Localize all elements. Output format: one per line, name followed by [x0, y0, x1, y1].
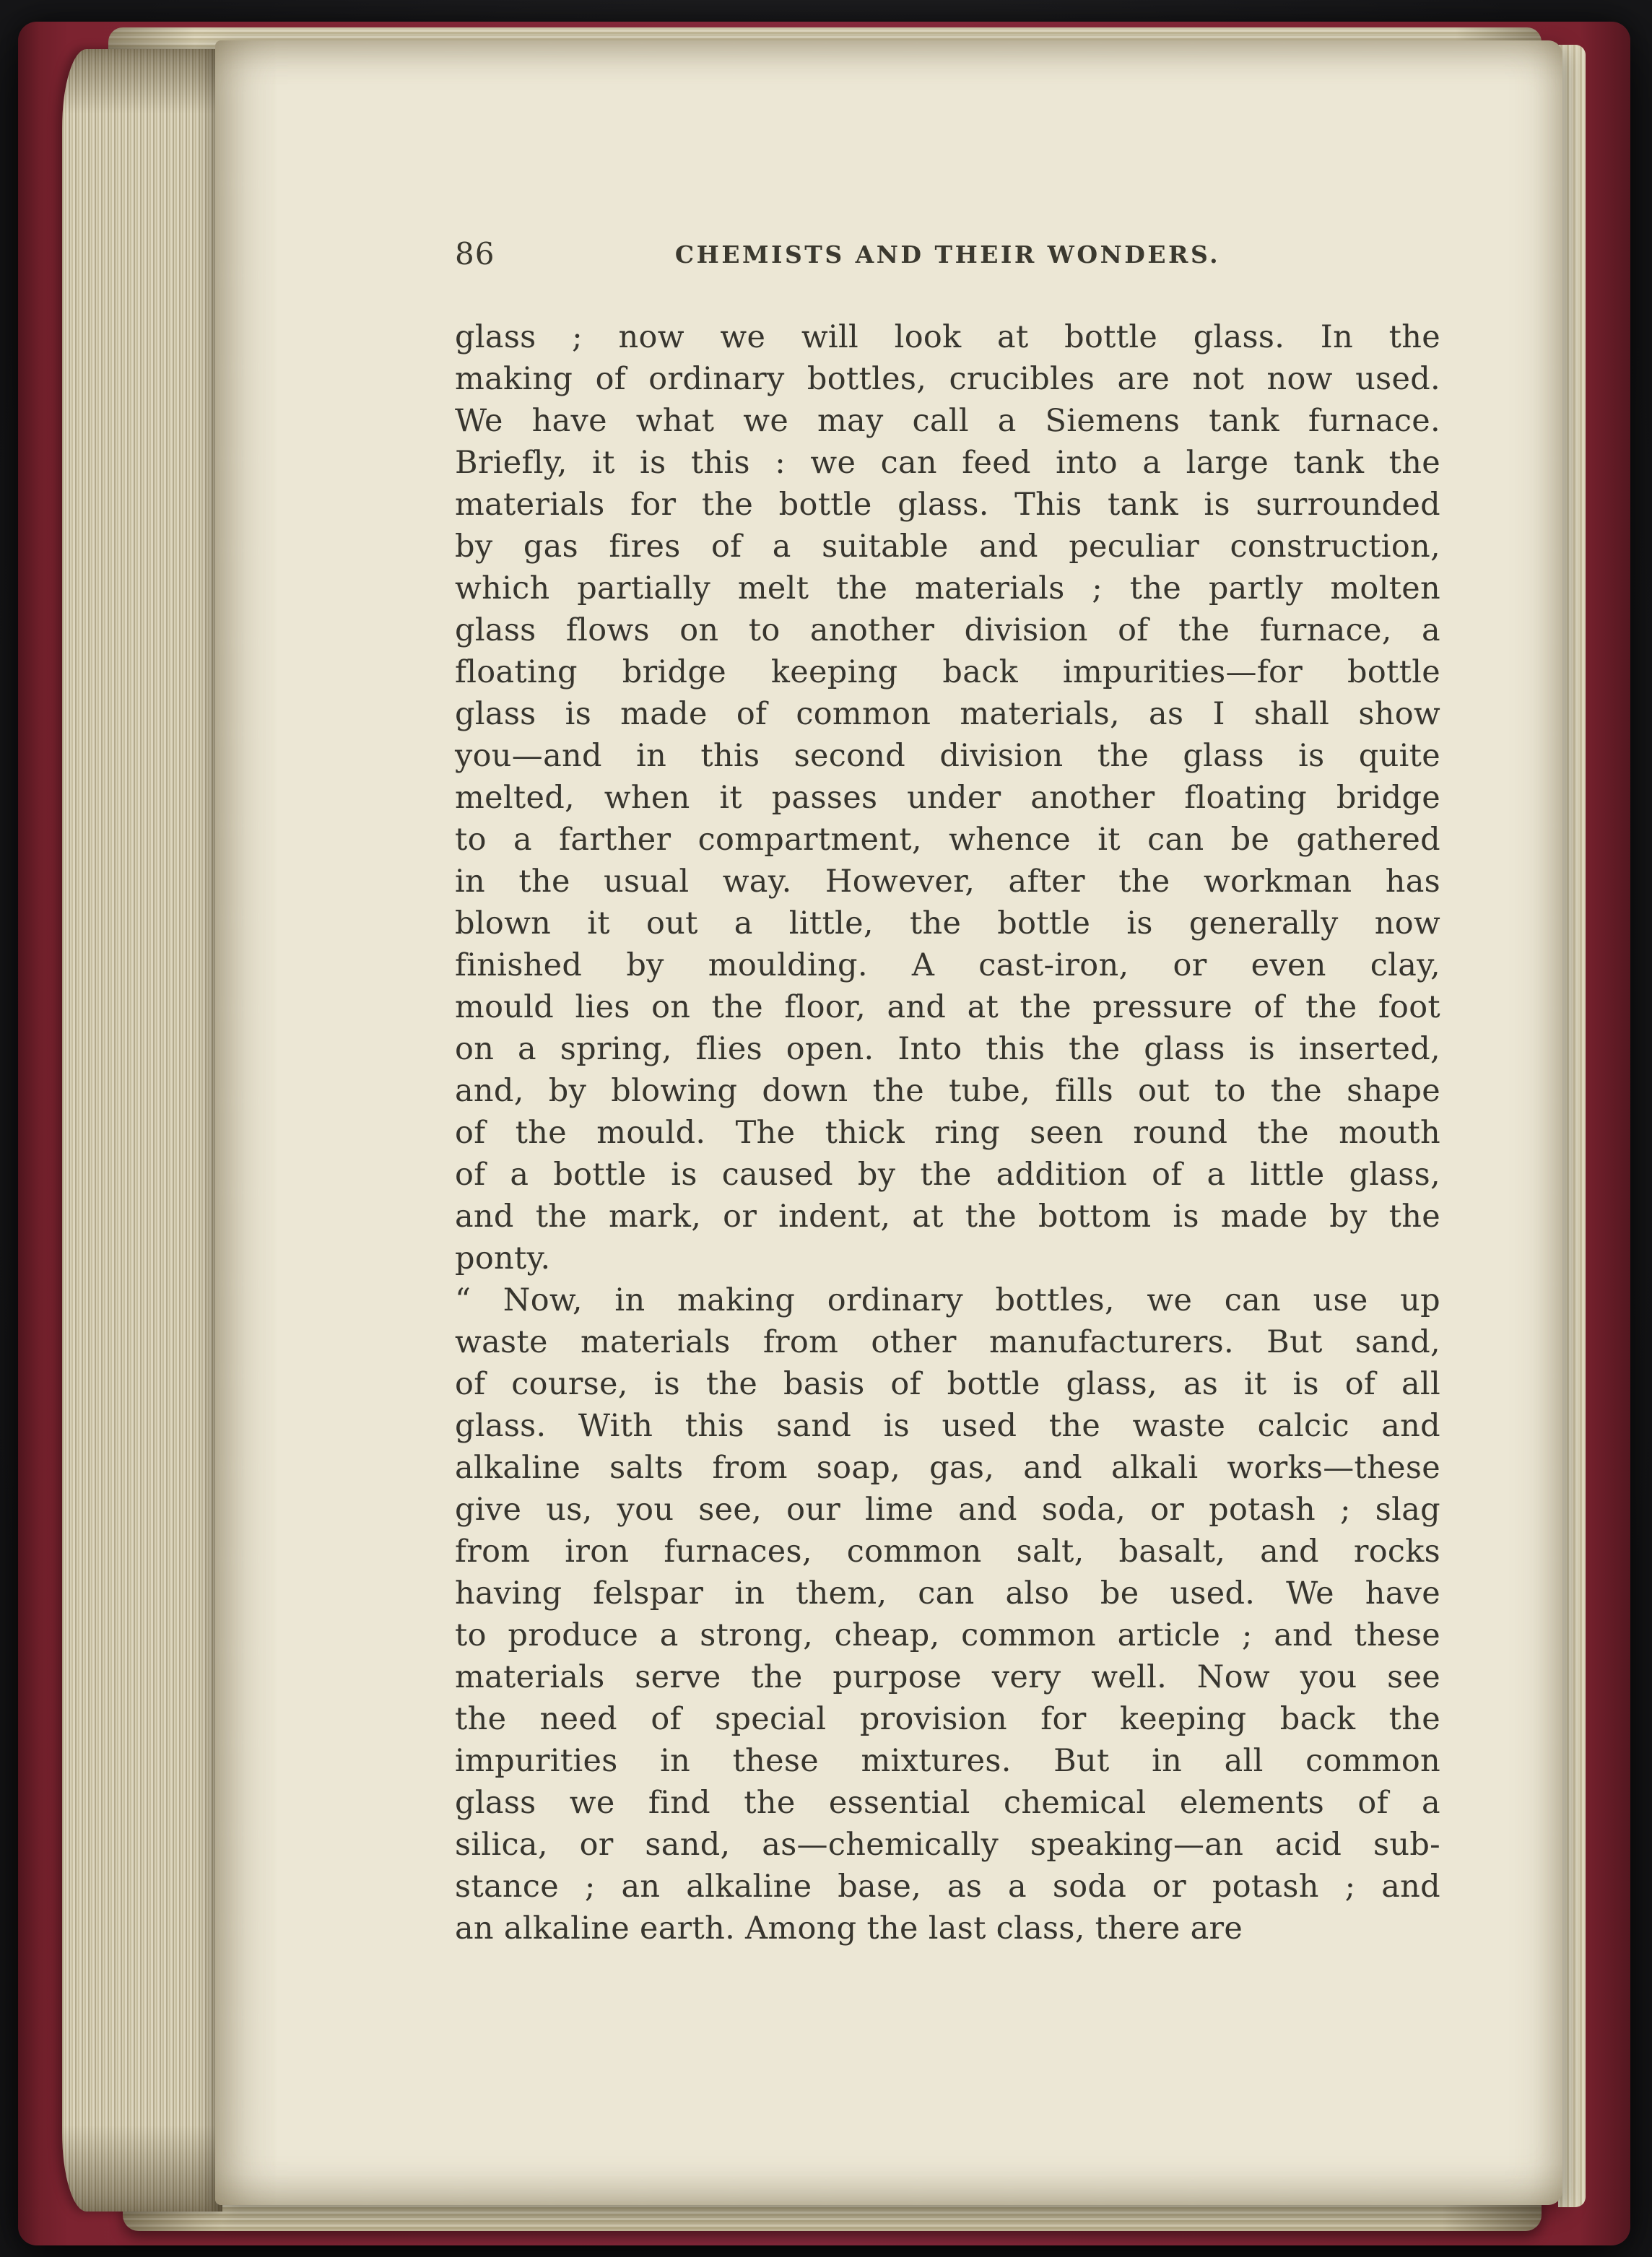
text-line: of course, is the basis of bottle glass, as it is of all [455, 1366, 1440, 1402]
text-line: the need of special provision for keeping back the [455, 1701, 1440, 1737]
text-line: you—and in this second division the glass is quite [455, 738, 1440, 774]
text-line: We have what we may call a Siemens tank furnace. [455, 403, 1440, 439]
text-line: blown it out a little, the bottle is generally now [455, 905, 1440, 941]
text-line: on a spring, flies open. Into this the glass is inserted, [455, 1031, 1440, 1067]
text-line: and the mark, or indent, at the bottom is made by the [455, 1199, 1440, 1235]
text-line: “ Now, in making ordinary bottles, we can use up [455, 1282, 1440, 1318]
text-line: from iron furnaces, common salt, basalt, and rocks [455, 1534, 1440, 1570]
text-line: and, by blowing down the tube, fills out to the shape [455, 1073, 1440, 1109]
running-header: CHEMISTS AND THEIR WONDERS. [674, 240, 1221, 269]
text-line: stance ; an alkaline base, as a soda or potash ; and [455, 1869, 1440, 1905]
text-line: glass. With this sand is used the waste calcic and [455, 1408, 1440, 1444]
paragraph [455, 1279, 1440, 1949]
text-line: materials for the bottle glass. This tank is surrounded [455, 487, 1440, 523]
text-line: making of ordinary bottles, crucibles are not now used. [455, 361, 1440, 397]
text-line: materials serve the purpose very well. Now you see [455, 1659, 1440, 1695]
book-page [215, 40, 1562, 2205]
text-line: having felspar in them, can also be used. We have [455, 1575, 1440, 1612]
text-line: impurities in these mixtures. But in all common [455, 1743, 1440, 1779]
text-line: Briefly, it is this : we can feed into a large tank the [455, 445, 1440, 481]
text-line: melted, when it passes under another floating bridge [455, 780, 1440, 816]
text-line: mould lies on the floor, and at the pressure of the foot [455, 989, 1440, 1025]
text-line: by gas fires of a suitable and peculiar construction, [455, 529, 1440, 565]
text-line: glass we find the essential chemical elements of a [455, 1785, 1440, 1821]
text-line: in the usual way. However, after the workman has [455, 864, 1440, 900]
text-line: which partially melt the materials ; the partly molten [455, 570, 1440, 606]
text-line: glass flows on to another division of the furnace, a [455, 612, 1440, 648]
text-line: glass ; now we will look at bottle glass. In the [455, 319, 1440, 355]
text-line: alkaline salts from soap, gas, and alkali works—these [455, 1450, 1440, 1486]
page-header-row [455, 230, 1440, 274]
text-block [455, 316, 1440, 1949]
text-line: silica, or sand, as—chemically speaking—an acid sub- [455, 1827, 1440, 1863]
text-line: waste materials from other manufacturers. But sand, [455, 1324, 1440, 1360]
text-line: floating bridge keeping back impurities—for bottle [455, 654, 1440, 690]
text-line: glass is made of common materials, as I shall show [455, 696, 1440, 732]
text-line: give us, you see, our lime and soda, or potash ; slag [455, 1492, 1440, 1528]
page-number: 86 [455, 236, 495, 271]
text-line: of the mould. The thick ring seen round the mouth [455, 1115, 1440, 1151]
page-stack-left [62, 49, 222, 2212]
text-line: of a bottle is caused by the addition of a little glass, [455, 1157, 1440, 1193]
paragraph [455, 316, 1440, 1279]
text-line: finished by moulding. A cast-iron, or even clay, [455, 947, 1440, 983]
text-line: to produce a strong, cheap, common article ; and these [455, 1617, 1440, 1653]
text-line: to a farther compartment, whence it can be gathered [455, 822, 1440, 858]
text-line: an alkaline earth. Among the last class, there are [455, 1910, 1243, 1947]
text-line: ponty. [455, 1240, 551, 1277]
